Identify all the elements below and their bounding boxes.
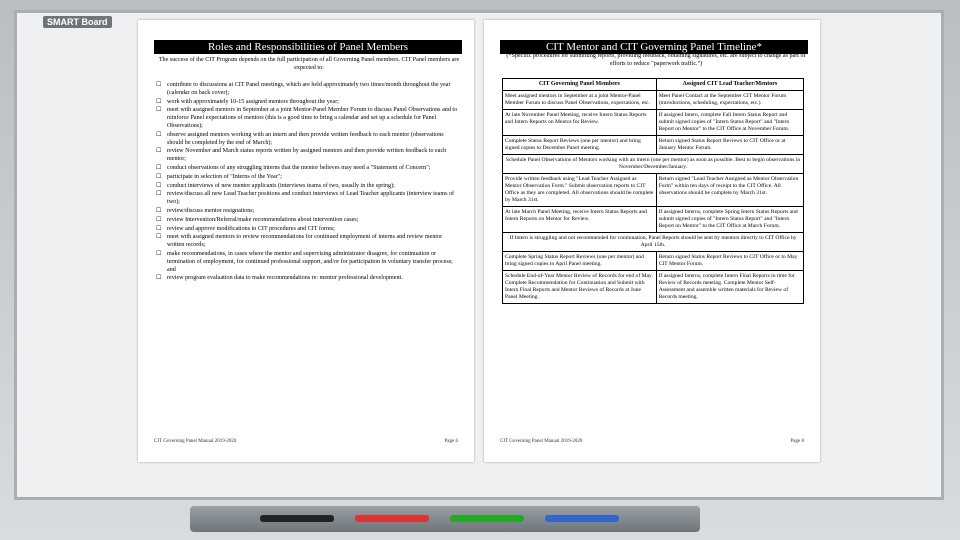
footer-page: Page 8	[790, 439, 804, 444]
checkbox-icon: ☐	[156, 98, 162, 105]
page-title: Roles and Responsibilities of Panel Members	[154, 40, 462, 54]
list-item	[156, 174, 460, 182]
list-item	[156, 251, 460, 274]
checkbox-icon: ☐	[156, 164, 162, 171]
table-cell: Schedule End-of-Year Mentor Review of Records for end of May. Complete Recommendation for Continuation and Submit with Intern Final Reports and Mentor Reviews of Records at June Panel Meeting.	[503, 271, 657, 304]
list-item-text: review and approve modifications to CIT procedures and CIT forms;	[167, 225, 335, 232]
table-cell: Schedule Panel Observations of Mentors working with an intern (one per mentor) as soon as possible. Best to begin observations in November/December/January.	[503, 155, 804, 174]
footer-title: CIT Governing Panel Manual 2019-2020	[500, 439, 583, 444]
page-title: CIT Mentor and CIT Governing Panel Timeline*	[500, 40, 808, 54]
table-cell: If Intern is struggling and not recommended for continuation, Panel Reports should be sent by mentors directly to CIT Office by April 15th.	[503, 233, 804, 252]
list-item	[156, 217, 460, 225]
list-item-text: conduct interviews of new mentor applicants (interviews teams of two, usually in the spring);	[167, 182, 395, 189]
table-row	[503, 136, 804, 155]
checkbox-icon: ☐	[156, 148, 162, 155]
pen-tray	[190, 506, 700, 532]
table-row	[503, 110, 804, 136]
table-cell: Return signed Status Report Reviews to CIT Office or to May CIT Mentor Forum.	[656, 252, 803, 271]
list-item	[156, 183, 460, 191]
checkbox-icon: ☐	[156, 131, 162, 138]
checkbox-icon: ☐	[156, 225, 162, 232]
table-cell: If assigned Interns, complete Spring Intern Status Reports and submit signed copies of "Intern Status Report" and "Intern Report on Mentor" to the CIT Office at March Forum.	[656, 207, 803, 233]
document-page-left	[138, 20, 474, 462]
list-item-text: review program evaluation data to make recommendations re: mentor professional development.	[167, 275, 403, 282]
list-item-text: conduct observations of any struggling interns that the mentor believes may need a "Statement of Concern";	[167, 164, 431, 171]
document-page-right	[484, 20, 820, 462]
column-header: Assigned CIT Lead Teacher/Mentors	[656, 79, 803, 91]
page-footer	[500, 439, 804, 444]
list-item	[156, 191, 460, 207]
subtitle: (*Specific procedures for submitting reports, providing feedback, obtaining signatures, etc. are subject to change as part of efforts to reduce "paperwork traffic.")	[506, 53, 806, 67]
table-cell: If assigned Intern, complete Fall Intern Status Report and submit signed copies of "Intern Status Report" and "Intern Report on Mentor" to the CIT Office at November Forum.	[656, 110, 803, 136]
checkbox-icon: ☐	[156, 207, 162, 214]
list-item	[156, 148, 460, 164]
table-cell: Meet Panel Contact at the September CIT Mentor Forum (introductions, scheduling, expectations, etc.).	[656, 91, 803, 110]
list-item	[156, 165, 460, 173]
table-cell: Complete Spring Status Report Reviews (one per mentor) and bring signed copies to April Panel meeting.	[503, 252, 657, 271]
list-item	[156, 99, 460, 107]
footer-page: Page 6	[444, 439, 458, 444]
column-header: CIT Governing Panel Members	[503, 79, 657, 91]
checkbox-icon: ☐	[156, 82, 162, 88]
table-row	[503, 174, 804, 207]
list-item-text: review November and March status reports written by assigned mentors and then provide written feedback to each mentor;	[167, 148, 447, 163]
checkbox-icon: ☐	[156, 216, 162, 223]
checkbox-icon: ☐	[156, 275, 162, 282]
list-item-text: review/discuss mentor resignations;	[167, 207, 255, 214]
table-cell: If assigned Interns, complete Intern Final Reports in time for Review of Records meeting. Complete Mentor Self-Assessment and assemble written materials for Review of Records meeting.	[656, 271, 803, 304]
table-cell: Return signed "Lead Teacher Assigned as Mentor Observation Form" within ten days of receipt to the CIT Office. All observations should be complete by March 31st.	[656, 174, 803, 207]
table-cell: At late November Panel Meeting, receive Intern Status Reports and Intern Reports on Mentor for Review.	[503, 110, 657, 136]
checkbox-icon: ☐	[156, 182, 162, 189]
list-item-text: make recommendations, in cases where the mentor and supervising administrator disagree, for continuation or termination of employment, for continued professional support, and/or for participation in voluntary transfer process; and	[167, 250, 453, 273]
list-item	[156, 132, 460, 148]
list-item	[156, 234, 460, 250]
table-row	[503, 252, 804, 271]
list-item-text: observe assigned mentors working with an intern and then provide written feedback to each mentor (observations should be completed by the end of March);	[167, 131, 444, 146]
table-row	[503, 207, 804, 233]
table-cell: Meet assigned mentors in September at a joint Mentor-Panel Member Forum to discuss Panel Observations, expectations, etc.	[503, 91, 657, 110]
green-pen[interactable]	[450, 515, 524, 522]
blue-pen[interactable]	[545, 515, 619, 522]
list-item-text: meet with assigned mentors in September at a joint Mentor-Panel Member Forum to discuss Panel Observations and to reinforce Panel expectations of mentors (this is a good time to bring a calendar and set up a schedule for Panel Observations);	[167, 107, 458, 129]
black-pen[interactable]	[260, 515, 334, 522]
table-cell: At late March Panel Meeting, receive Intern Status Reports and Intern Reports on Mentor for Review.	[503, 207, 657, 233]
footer-title: CIT Governing Panel Manual 2019-2020	[154, 439, 237, 444]
table-row	[503, 271, 804, 304]
table-row	[503, 155, 804, 174]
list-item-text: meet with assigned mentors to review recommendations for continued employment of interns and review mentor written records;	[167, 234, 443, 249]
checkbox-icon: ☐	[156, 173, 162, 180]
checkbox-icon: ☐	[156, 234, 162, 241]
table-cell: Provide written feedback using "Lead Teacher Assigned as Mentor Observation Form." Submit observation reports to CIT Office as they are completed. All observations should be complete by March 31st.	[503, 174, 657, 207]
table-header-row	[503, 79, 804, 91]
timeline-table	[502, 78, 804, 304]
intro-text: The success of the CIT Program depends on the full participation of all Governing Panel members. CIT Panel members are expected to:	[158, 57, 460, 71]
list-item	[156, 226, 460, 234]
page-footer	[154, 439, 458, 444]
table-cell: Return signed Status Report Reviews to CIT Office or at January Mentor Forum.	[656, 136, 803, 155]
list-item	[156, 275, 460, 283]
list-item-text: review Intervention/Referral/make recommendations about intervention cases;	[167, 216, 359, 223]
checkbox-icon: ☐	[156, 191, 162, 198]
list-item-text: review/discuss all new Lead Teacher positions and conduct interviews of Lead Teacher applicants (interview teams of two);	[167, 191, 455, 206]
checkbox-icon: ☐	[156, 107, 162, 114]
list-item-text: work with approximately 10-15 assigned mentors throughout the year;	[167, 98, 339, 105]
table-row	[503, 233, 804, 252]
red-pen[interactable]	[355, 515, 429, 522]
list-item	[156, 82, 460, 98]
brand-logo: SMART Board	[43, 16, 112, 28]
table-row	[503, 91, 804, 110]
list-item	[156, 107, 460, 130]
list-item-text: contribute to discussions at CIT Panel meetings, which are held approximately two times/month throughout the year (calendar on back cover);	[167, 82, 451, 96]
list-item	[156, 208, 460, 216]
checkbox-icon: ☐	[156, 250, 162, 257]
table-cell: Complete Status Report Reviews (one per mentor) and bring signed copies to December Panel meeting.	[503, 136, 657, 155]
list-item-text: participate in selection of "Interns of the Year";	[167, 173, 282, 180]
responsibility-list	[156, 82, 460, 284]
